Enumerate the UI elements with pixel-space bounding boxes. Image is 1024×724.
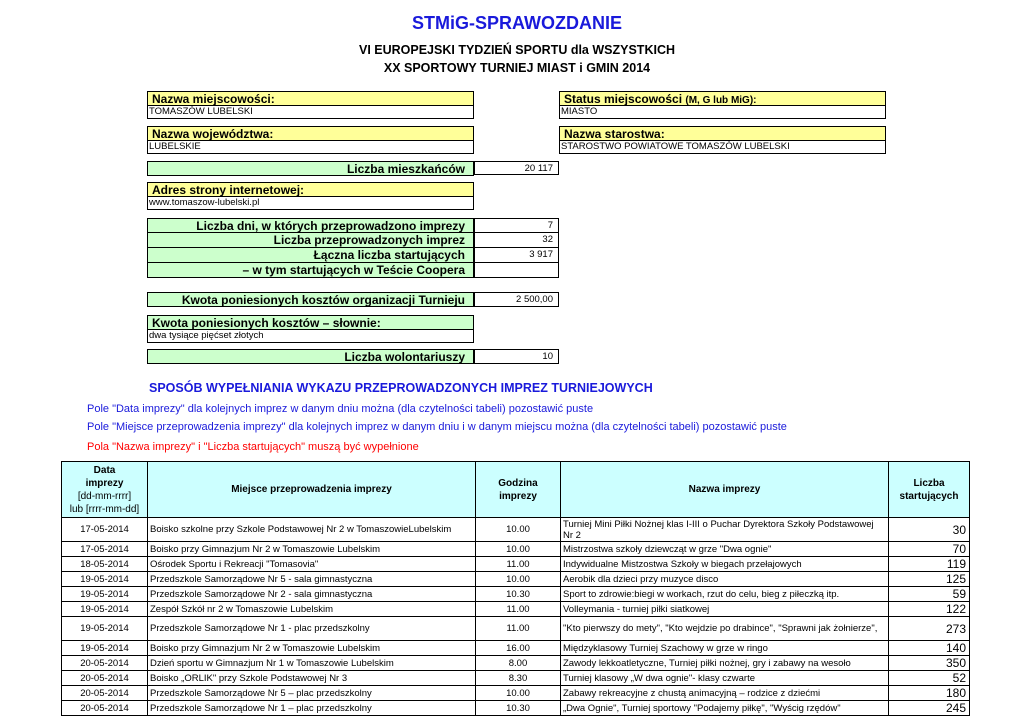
- row-name-cell[interactable]: Indywidualne Mistzostwa Szkoły w biegach przełajowych: [561, 557, 889, 572]
- table-row: [62, 701, 970, 716]
- row-time-cell[interactable]: 11.00: [476, 617, 561, 641]
- events-table: [61, 461, 970, 716]
- header-date-line-1: Data: [93, 464, 116, 476]
- row-time-cell[interactable]: 10.00: [476, 542, 561, 557]
- row-date-cell[interactable]: 20-05-2014: [62, 686, 148, 701]
- row-date-cell[interactable]: 20-05-2014: [62, 671, 148, 686]
- table-row: [62, 572, 970, 587]
- row-date-cell[interactable]: 17-05-2014: [62, 542, 148, 557]
- header-date-line-2: imprezy: [85, 477, 124, 489]
- row-count-cell[interactable]: 273: [889, 617, 970, 641]
- volunteers-label: Liczba wolontariuszy: [147, 349, 474, 364]
- row-place-cell[interactable]: Przedszkole Samorządowe Nr 2 - sala gimnastyczna: [148, 587, 476, 602]
- header-time: [476, 462, 561, 518]
- status-label-hint: (M, G lub MiG):: [685, 95, 757, 106]
- header-date-line-3: [dd-mm-rrrr]: [77, 490, 132, 502]
- row-name-cell[interactable]: Zabawy rekreacyjne z chustą animacyjną – rodzice z dziećmi: [561, 686, 889, 701]
- header-count: [889, 462, 970, 518]
- header-name: Nazwa imprezy: [561, 462, 889, 518]
- instructions-title: SPOSÓB WYPEŁNIANIA WYKAZU PRZEPROWADZONYCH IMPREZ TURNIEJOWYCH: [149, 381, 653, 395]
- header-time-line-1: Godzina: [498, 477, 538, 489]
- row-name-cell[interactable]: Turniej klasowy „W dwa ognie"- klasy czwarte: [561, 671, 889, 686]
- row-place-cell[interactable]: Przedszkole Samorządowe Nr 1 – plac przedszkolny: [148, 701, 476, 716]
- row-count-cell[interactable]: 125: [889, 572, 970, 587]
- participants-field[interactable]: 3 917: [474, 248, 559, 263]
- header-count-line-2: startujących: [899, 490, 959, 502]
- row-name-cell[interactable]: „Dwa Ognie", Turniej sportowy "Podajemy piłkę", "Wyścig rzędów": [561, 701, 889, 716]
- header-place: Miejsce przeprowadzenia imprezy: [148, 462, 476, 518]
- voivodeship-label: Nazwa województwa:: [147, 126, 474, 141]
- row-count-cell[interactable]: 122: [889, 602, 970, 617]
- participants-label: Łączna liczba startujących: [147, 248, 474, 263]
- website-label: Adres strony internetowej:: [147, 182, 474, 197]
- cooper-label: – w tym startujących w Teście Coopera: [147, 263, 474, 278]
- row-name-cell[interactable]: Aerobik dla dzieci przy muzyce disco: [561, 572, 889, 587]
- status-label: [559, 91, 886, 106]
- row-place-cell[interactable]: Przedszkole Samorządowe Nr 5 - sala gimnastyczna: [148, 572, 476, 587]
- row-place-cell[interactable]: Boisko szkolne przy Szkole Podstawowej Nr 2 w TomaszowieLubelskim: [148, 518, 476, 542]
- row-date-cell[interactable]: 19-05-2014: [62, 617, 148, 641]
- row-time-cell[interactable]: 10.00: [476, 686, 561, 701]
- table-row: [62, 542, 970, 557]
- status-field[interactable]: MIASTO: [559, 106, 886, 119]
- table-row: [62, 557, 970, 572]
- table-row: [62, 671, 970, 686]
- days-label: Liczba dni, w których przeprowadzono imprezy: [147, 218, 474, 233]
- cost-field[interactable]: 2 500,00: [474, 292, 559, 307]
- row-name-cell[interactable]: Międzyklasowy Turniej Szachowy w grze w ringo: [561, 641, 889, 656]
- website-field[interactable]: www.tomaszow-lubelski.pl: [147, 197, 474, 210]
- row-place-cell[interactable]: Dzień sportu w Gimnazjum Nr 1 w Tomaszowie Lubelskim: [148, 656, 476, 671]
- row-name-cell[interactable]: Volleymania - turniej piłki siatkowej: [561, 602, 889, 617]
- residents-label: Liczba mieszkańców: [147, 161, 474, 176]
- header-date: [62, 462, 148, 518]
- voivodeship-field[interactable]: LUBELSKIE: [147, 141, 474, 154]
- row-time-cell[interactable]: 10.30: [476, 587, 561, 602]
- events-label: Liczba przeprowadzonych imprez: [147, 233, 474, 248]
- starosty-label: Nazwa starostwa:: [559, 126, 886, 141]
- row-name-cell[interactable]: "Kto pierwszy do mety", "Kto wejdzie po drabince", "Sprawni jak żołnierze",: [561, 617, 889, 641]
- cooper-field[interactable]: [474, 263, 559, 278]
- instruction-line-1: Pole "Data imprezy" dla kolejnych imprez w danym dniu można (dla czytelności tabeli) pozostawić puste: [87, 403, 594, 415]
- cost-words-label: Kwota poniesionych kosztów – słownie:: [147, 315, 474, 330]
- row-count-cell[interactable]: 245: [889, 701, 970, 716]
- table-row: [62, 617, 970, 641]
- cost-words-field[interactable]: dwa tysiące pięćset złotych: [147, 330, 474, 343]
- row-name-cell[interactable]: Sport to zdrowie:biegi w workach, rzut do celu, bieg z piłeczką itp.: [561, 587, 889, 602]
- header-time-line-2: imprezy: [499, 490, 537, 502]
- status-label-text: Status miejscowości: [564, 92, 683, 106]
- page-subtitle-1: VI EUROPEJSKI TYDZIEŃ SPORTU dla WSZYSTKICH: [358, 43, 675, 57]
- row-date-cell[interactable]: 19-05-2014: [62, 602, 148, 617]
- row-count-cell[interactable]: 59: [889, 587, 970, 602]
- volunteers-field[interactable]: 10: [474, 349, 559, 364]
- row-count-cell[interactable]: 140: [889, 641, 970, 656]
- row-place-cell[interactable]: Boisko przy Gimnazjum Nr 2 w Tomaszowie Lubelskim: [148, 542, 476, 557]
- table-row: [62, 587, 970, 602]
- row-date-cell[interactable]: 18-05-2014: [62, 557, 148, 572]
- row-date-cell[interactable]: 20-05-2014: [62, 656, 148, 671]
- cost-label: Kwota poniesionych kosztów organizacji Turnieju: [147, 292, 474, 307]
- header-count-line-1: Liczba: [913, 477, 945, 489]
- row-count-cell[interactable]: 350: [889, 656, 970, 671]
- row-place-cell[interactable]: Zespół Szkół nr 2 w Tomaszowie Lubelskim: [148, 602, 476, 617]
- residents-field[interactable]: 20 117: [474, 161, 559, 175]
- town-field[interactable]: TOMASZÓW LUBELSKI: [147, 106, 474, 119]
- row-time-cell[interactable]: 11.00: [476, 557, 561, 572]
- row-date-cell[interactable]: 19-05-2014: [62, 641, 148, 656]
- row-count-cell[interactable]: 30: [889, 518, 970, 542]
- row-place-cell[interactable]: Przedszkole Samorządowe Nr 5 – plac przedszkolny: [148, 686, 476, 701]
- row-time-cell[interactable]: 8.30: [476, 671, 561, 686]
- row-time-cell[interactable]: 10.00: [476, 518, 561, 542]
- row-place-cell[interactable]: Boisko przy Gimnazjum Nr 2 w Tomaszowie Lubelskim: [148, 641, 476, 656]
- row-date-cell[interactable]: 17-05-2014: [62, 518, 148, 542]
- table-header-row: [62, 462, 970, 518]
- instruction-line-2: Pole "Miejsce przeprowadzenia imprezy" dla kolejnych imprez w danym dniu i w danym miejscu można (dla czytelności tabeli) pozostawić puste: [87, 421, 787, 433]
- table-row: [62, 518, 970, 542]
- row-date-cell[interactable]: 19-05-2014: [62, 572, 148, 587]
- row-count-cell[interactable]: 70: [889, 542, 970, 557]
- row-count-cell[interactable]: 119: [889, 557, 970, 572]
- row-place-cell[interactable]: Boisko „ORLIK" przy Szkole Podstawowej Nr 3: [148, 671, 476, 686]
- row-time-cell[interactable]: 16.00: [476, 641, 561, 656]
- starosty-field[interactable]: STAROSTWO POWIATOWE TOMASZÓW LUBELSKI: [559, 141, 886, 154]
- row-time-cell[interactable]: 11.00: [476, 602, 561, 617]
- row-name-cell[interactable]: Mistrzostwa szkoły dziewcząt w grze "Dwa ognie": [561, 542, 889, 557]
- days-field[interactable]: 7: [474, 218, 559, 233]
- header-date-line-4: lub [rrrr-mm-dd]: [69, 503, 140, 515]
- instruction-line-3: Pola "Nazwa imprezy" i "Liczba startujących" muszą być wypełnione: [87, 441, 419, 453]
- row-count-cell[interactable]: 52: [889, 671, 970, 686]
- page-title: STMiG-SPRAWOZDANIE: [412, 13, 622, 33]
- town-label: Nazwa miejscowości:: [147, 91, 474, 106]
- row-time-cell[interactable]: 10.00: [476, 572, 561, 587]
- row-place-cell[interactable]: Przedszkole Samorządowe Nr 1 - plac przedszkolny: [148, 617, 476, 641]
- table-row: [62, 656, 970, 671]
- page-subtitle-2: XX SPORTOWY TURNIEJ MIAST i GMIN 2014: [383, 61, 651, 75]
- events-field[interactable]: 32: [474, 233, 559, 248]
- row-place-cell[interactable]: Ośrodek Sportu i Rekreacji "Tomasovia": [148, 557, 476, 572]
- row-date-cell[interactable]: 20-05-2014: [62, 701, 148, 716]
- row-time-cell[interactable]: 10.30: [476, 701, 561, 716]
- table-row: [62, 686, 970, 701]
- row-time-cell[interactable]: 8.00: [476, 656, 561, 671]
- row-name-cell[interactable]: Zawody lekkoatletyczne, Turniej piłki nożnej, gry i zabawy na wesoło: [561, 656, 889, 671]
- row-name-cell[interactable]: Turniej Mini Piłki Nożnej klas I-III o Puchar Dyrektora Szkoły Podstawowej Nr 2: [561, 518, 889, 542]
- row-date-cell[interactable]: 19-05-2014: [62, 587, 148, 602]
- row-count-cell[interactable]: 180: [889, 686, 970, 701]
- table-row: [62, 641, 970, 656]
- table-row: [62, 602, 970, 617]
